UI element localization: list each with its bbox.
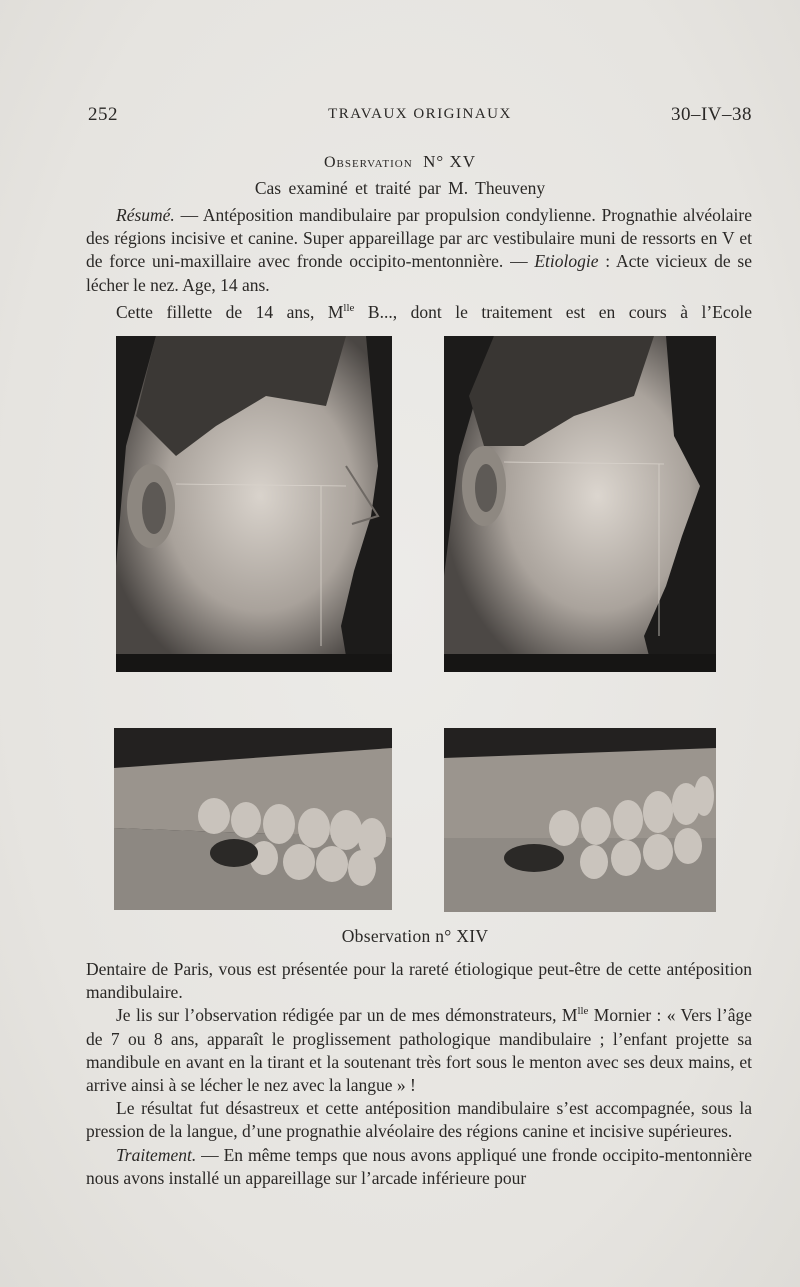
etiologie-label: Etiologie <box>534 251 599 272</box>
observation-heading <box>0 152 800 172</box>
intro-line: Cette fillette de 14 ans, $M^{lle}$ B..., dont le traitement est en cours à l’Ecole <box>116 301 752 322</box>
resume-label: Résumé. <box>116 205 175 225</box>
observation-label: Observation <box>323 154 413 171</box>
etiologie-text: : Acte vicieux de se lécher le nez. Age, 14 ans. <box>86 251 752 295</box>
issue-date: 30–IV–38 <box>670 104 752 125</box>
paragraph-4: Traitement. — En même temps que nous avons appliqué une fronde occipito-mentonnière nous avons installé un appareillage sur l’arcade inférieure pour <box>86 1144 752 1188</box>
traitement-label: Traitement. <box>116 1144 197 1165</box>
running-head <box>88 104 752 130</box>
observation-number: N° XV <box>423 152 477 171</box>
profile-photo-after <box>444 336 716 672</box>
paragraph-2: Je lis sur l’observation rédigée par un de mes démonstrateurs, $M^{lle}$ Mornier : « Vers l’âge de 7 ou 8 ans, apparaît le proglissement pathologique mandibulaire ; l’enfant projette sa mandibule en avant en la tirant et la soutenant très fort sous le menton avec ses deux mains, et arrive ainsi à se lécher le nez avec la langue » ! <box>86 1005 753 1096</box>
profile-photo-before <box>116 336 392 672</box>
dental-cast-photo-after <box>444 728 716 912</box>
body-text <box>86 958 752 1190</box>
observation-subtitle: Cas examiné et traité par M. Theuveny <box>254 178 546 198</box>
resume-text: — Antéposition mandibulaire par propulsion condylienne. Prognathie alvéolaire des régions incisive et canine. Super appareillage par arc vestibulaire muni de ressorts en V et de force uni-maxillaire avec fronde occipito-mentonnière. — <box>86 205 752 272</box>
page-number: 252 <box>88 104 118 125</box>
journal-section-title: TRAVAUX ORIGINAUX <box>328 106 512 122</box>
abstract <box>86 204 752 324</box>
figure-caption: Observation n° XIV <box>341 926 489 946</box>
paragraph-1: Dentaire de Paris, vous est présentée pour la rareté étiologique peut-être de cette antéposition mandibulaire. <box>86 959 752 1003</box>
dental-cast-photo-before <box>114 728 392 910</box>
paragraph-3: Le résultat fut désastreux et cette antéposition mandibulaire s’est accompagnée, sous la pression de la langue, d’une prognathie alvéolaire des régions canine et incisive supérieures. <box>86 1098 752 1142</box>
